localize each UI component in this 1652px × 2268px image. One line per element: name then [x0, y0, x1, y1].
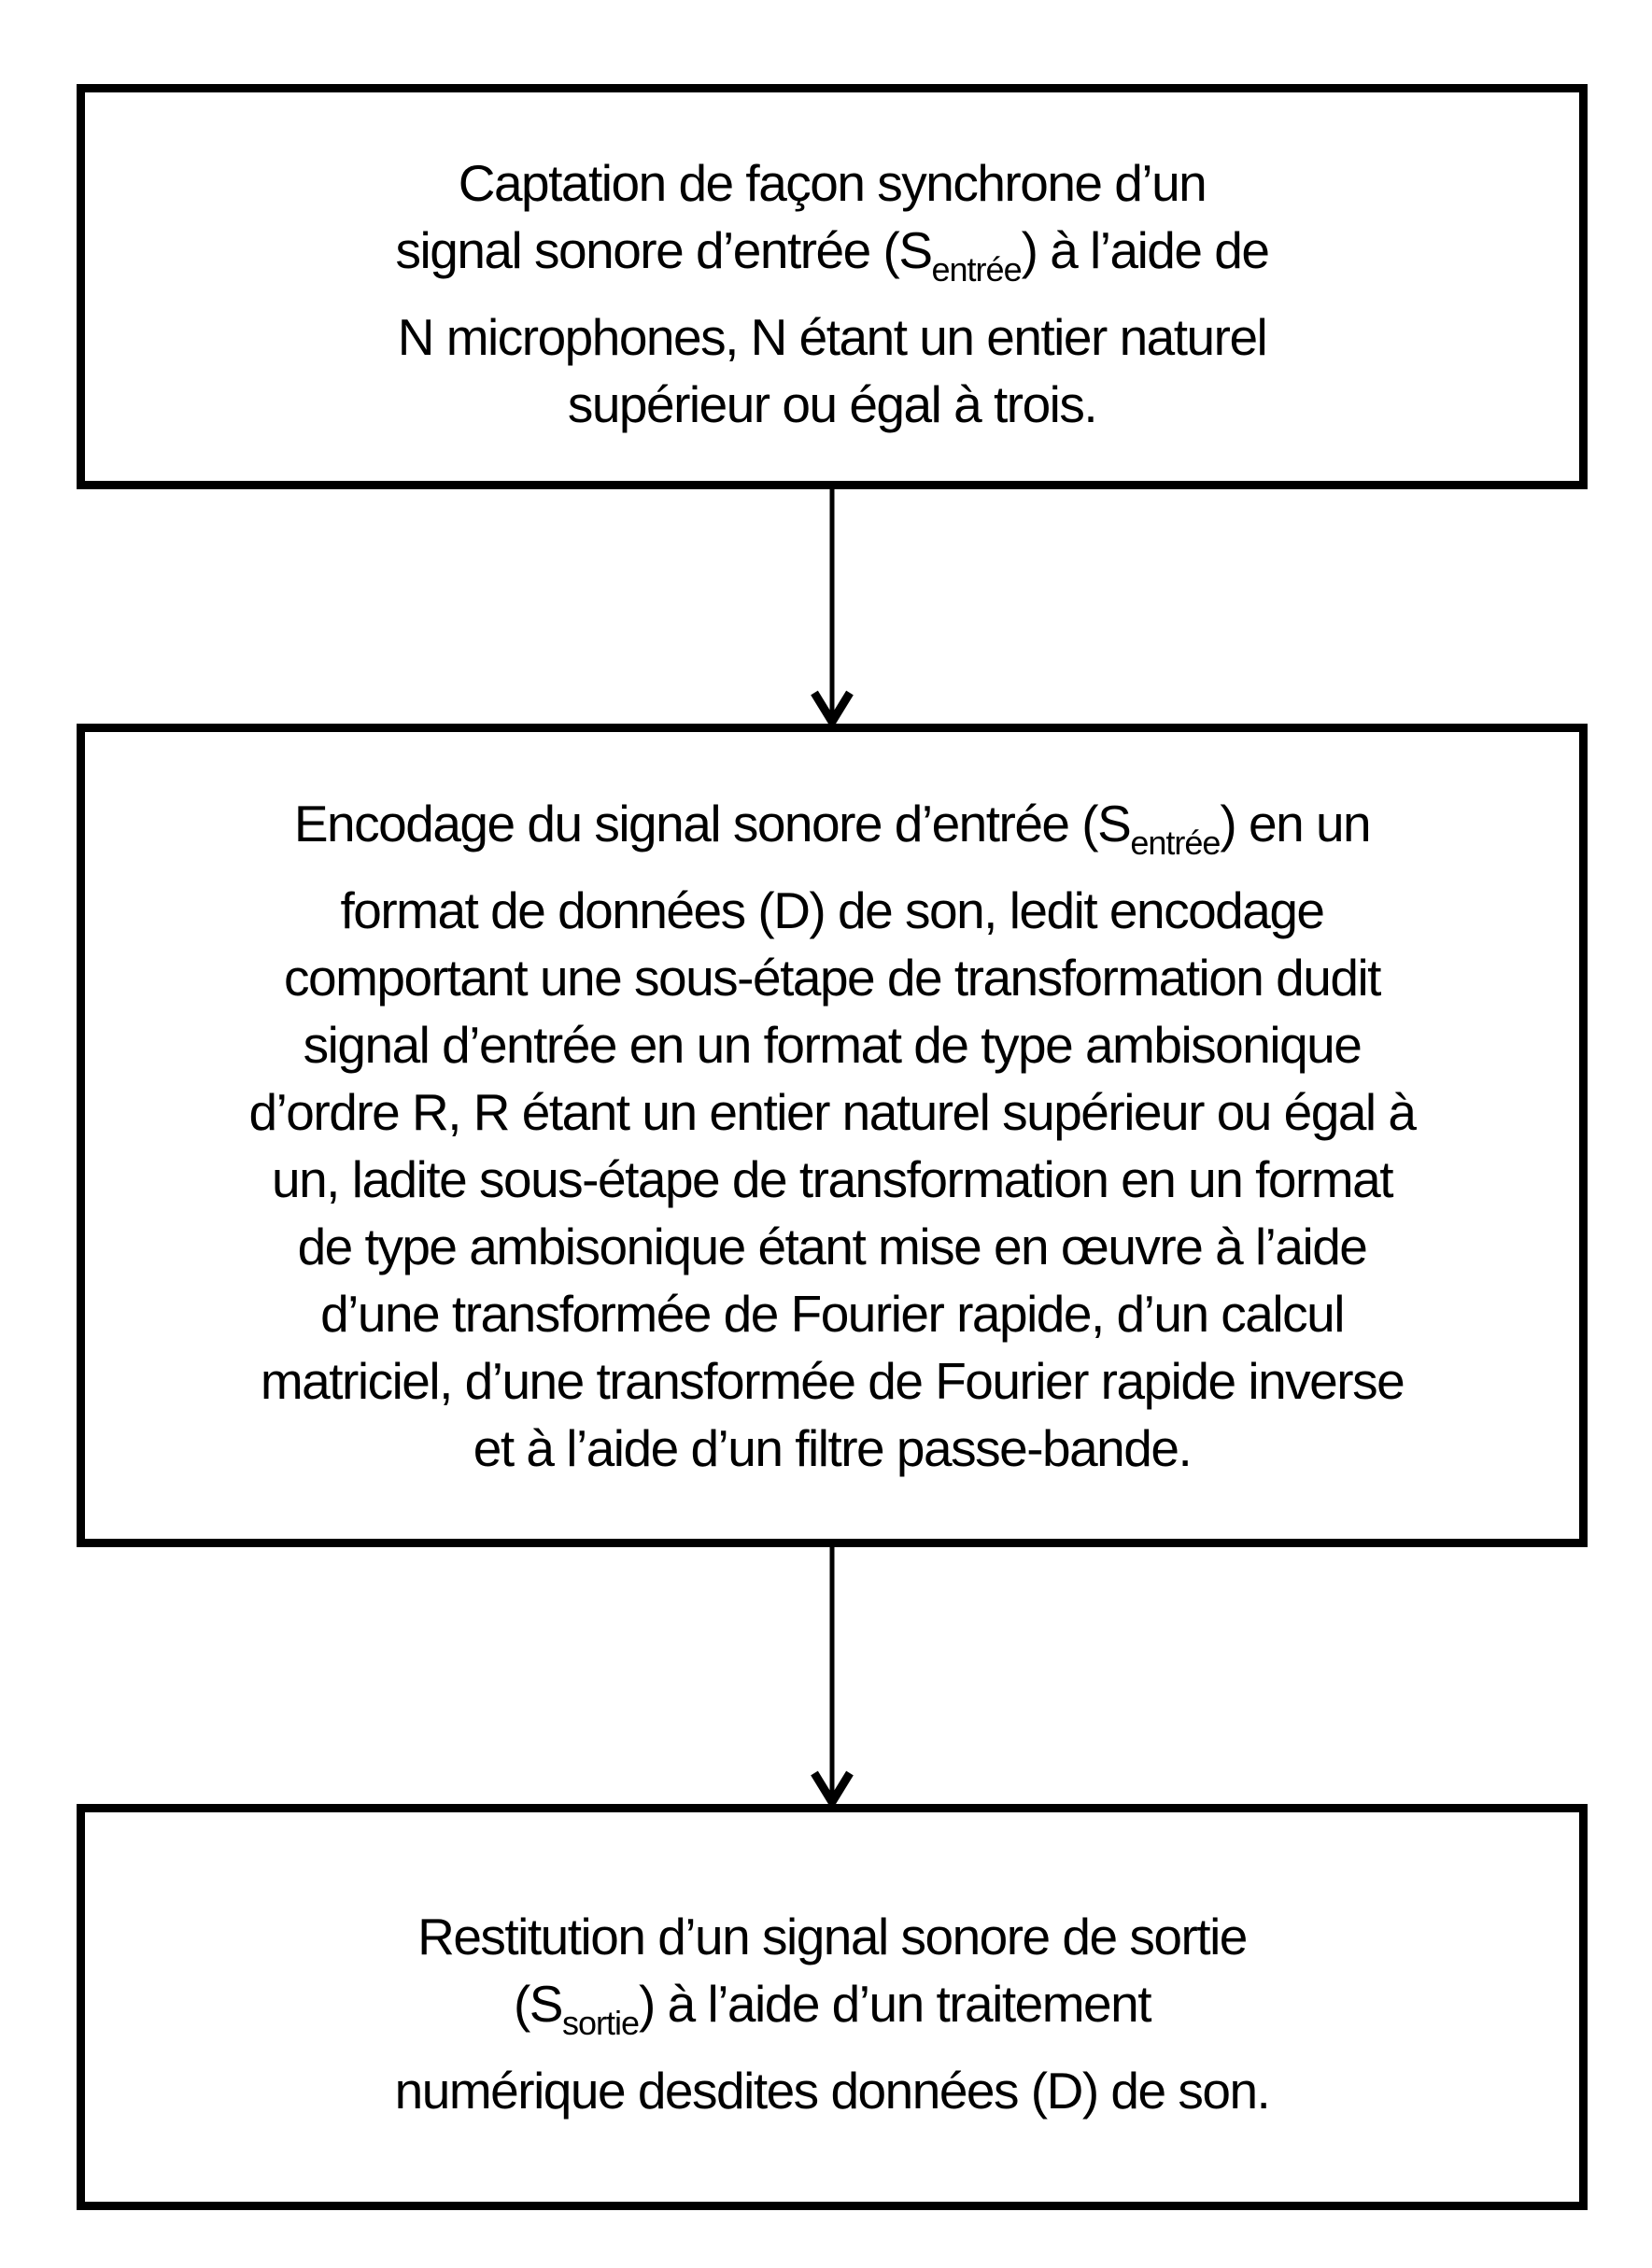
down-arrow-1 — [801, 489, 863, 724]
text-line: et à l’aide d’un filtre passe-bande. — [473, 1418, 1192, 1477]
text-line: supérieur ou égal à trois. — [567, 374, 1097, 433]
text-line: un, ladite sous-étape de transformation en un format — [272, 1149, 1392, 1208]
text-line: signal d’entrée en un format de type ambisonique — [303, 1015, 1362, 1074]
text-line: Restitution d’un signal sonore de sortie — [417, 1908, 1247, 1965]
text-line: N microphones, N étant un entier naturel — [397, 307, 1267, 366]
step-box-capture — [77, 84, 1588, 489]
text-line: $(S_{sortie})$ à l’aide d’un traitement — [513, 1975, 1151, 2042]
text-line: comportant une sous-étape de transformation dudit — [284, 948, 1380, 1007]
text-line: de type ambisonique étant mise en œuvre à l’aide — [297, 1217, 1367, 1275]
text-line: Captation de façon synchrone d’un — [458, 153, 1207, 212]
text-line: numérique desdites données (D) de son. — [394, 2062, 1270, 2120]
step-box-capture-text — [85, 149, 1579, 438]
subscript-entree: entrée — [931, 249, 1022, 289]
text-line: d’une transformée de Fourier rapide, d’un calcul — [320, 1284, 1344, 1343]
subscript-entree: entrée — [1130, 823, 1221, 862]
subscript-sortie: sortie — [561, 2004, 640, 2042]
text-line: Encodage du signal sonore d’entrée $(S_{entrée})$ en un — [293, 794, 1371, 862]
text-line: matriciel, d’une transformée de Fourier rapide inverse — [260, 1351, 1405, 1410]
step-box-restitution-text — [85, 1903, 1579, 2124]
down-arrow-2 — [801, 1547, 863, 1804]
step-box-encoding — [77, 724, 1588, 1547]
down-arrow-icon — [801, 1547, 863, 1804]
text-line: d’ordre R, R étant un entier naturel supérieur ou égal à — [248, 1082, 1416, 1141]
step-box-encoding-text — [85, 790, 1579, 1482]
text-line: format de données (D) de son, ledit encodage — [340, 880, 1324, 939]
down-arrow-icon — [801, 489, 863, 724]
step-box-restitution — [77, 1804, 1588, 2210]
text-line: signal sonore d’entrée $(S_{entrée})$ à l’aide de — [395, 220, 1269, 289]
